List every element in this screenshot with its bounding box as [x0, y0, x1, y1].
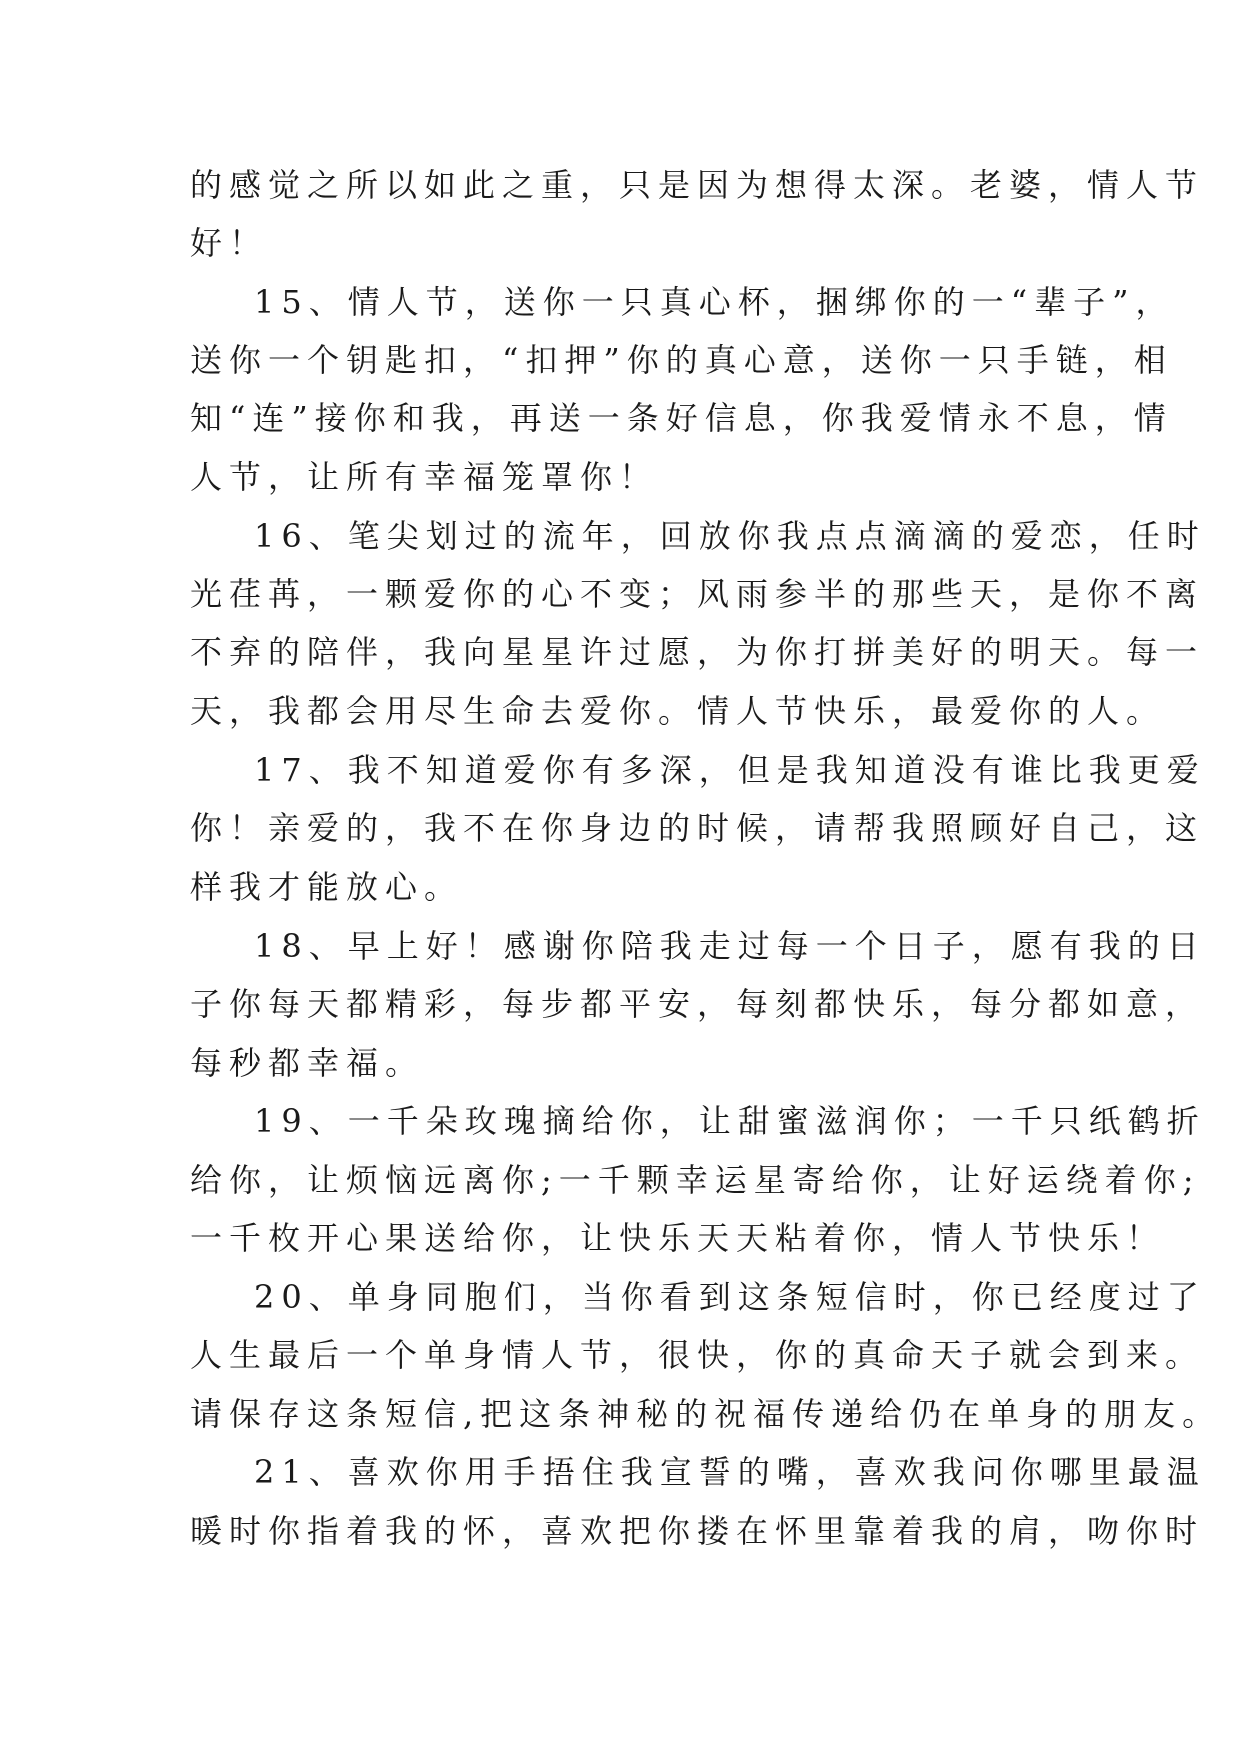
paragraph-21-start: 21、喜欢你用手捂住我宣誓的嘴，喜欢我问你哪里最温 [254, 1453, 1206, 1491]
text-line: 给你，让烦恼远离你;一千颗幸运星寄给你，让好运绕着你; [190, 1161, 1201, 1199]
paragraph-20-start: 20、单身同胞们，当你看到这条短信时，你已经度过了 [254, 1278, 1206, 1316]
text-line: 你！亲爱的，我不在你身边的时候，请帮我照顾好自己，这 [190, 809, 1205, 847]
text-line: 一千枚开心果送给你，让快乐天天粘着你，情人节快乐！ [190, 1219, 1166, 1257]
text-line: 不弃的陪伴，我向星星许过愿，为你打拼美好的明天。每一 [190, 633, 1205, 671]
text-line: 样我才能放心。 [190, 868, 464, 906]
text-line: 人节，让所有幸福笼罩你！ [190, 458, 659, 496]
text-line: 好！ [190, 224, 269, 262]
text-line: 每秒都幸福。 [190, 1044, 425, 1082]
text-line: 光荏苒，一颗爱你的心不变；风雨参半的那些天，是你不离 [190, 575, 1205, 613]
paragraph-15-start: 15、情人节，送你一只真心杯，捆绑你的一“辈子”， [254, 283, 1175, 321]
text-line: 请保存这条短信,把这条神秘的祝福传递给仍在单身的朋友。 [190, 1395, 1222, 1433]
text-line: 子你每天都精彩，每步都平安，每刻都快乐，每分都如意， [190, 985, 1205, 1023]
paragraph-19-start: 19、一千朵玫瑰摘给你，让甜蜜滋润你；一千只纸鹤折 [254, 1102, 1206, 1140]
text-line: 天，我都会用尽生命去爱你。情人节快乐，最爱你的人。 [190, 692, 1166, 730]
paragraph-16-start: 16、笔尖划过的流年，回放你我点点滴滴的爱恋，任时 [254, 517, 1206, 555]
text-line: 暖时你指着我的怀，喜欢把你搂在怀里靠着我的肩，吻你时 [190, 1512, 1205, 1550]
text-line: 送你一个钥匙扣，“扣押”你的真心意，送你一只手链，相 [190, 341, 1173, 379]
text-line: 人生最后一个单身情人节，很快，你的真命天子就会到来。 [190, 1336, 1205, 1374]
paragraph-17-start: 17、我不知道爱你有多深，但是我知道没有谁比我更爱 [254, 751, 1206, 789]
paragraph-18-start: 18、早上好！感谢你陪我走过每一个日子，愿有我的日 [254, 927, 1206, 965]
text-line: 的感觉之所以如此之重，只是因为想得太深。老婆，情人节 [190, 166, 1205, 204]
text-line: 知“连”接你和我，再送一条好信息，你我爱情永不息，情 [190, 399, 1173, 437]
